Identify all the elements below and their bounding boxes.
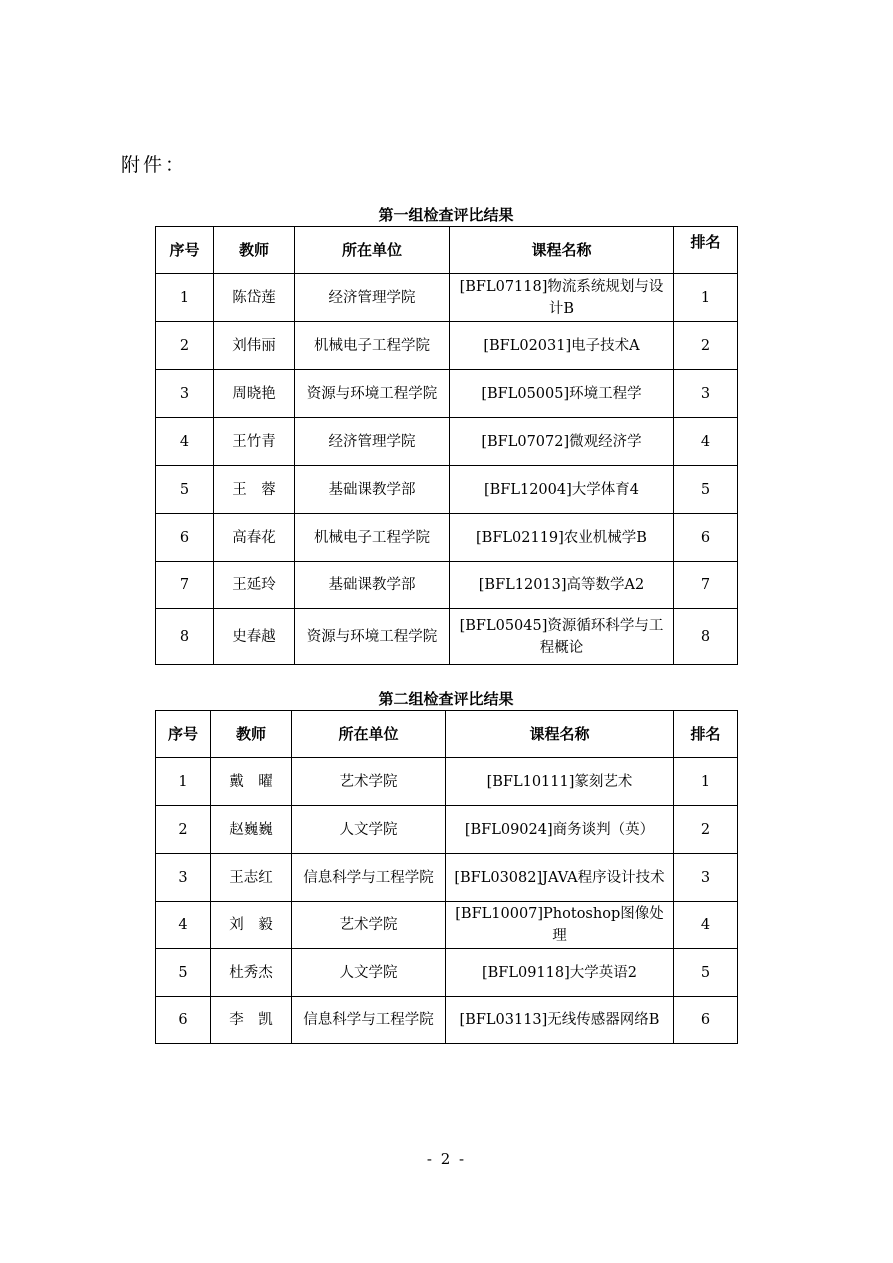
cell-teacher: 陈岱莲 <box>214 274 295 322</box>
cell-teacher: 刘伟丽 <box>214 322 295 370</box>
cell-index: 5 <box>156 949 211 997</box>
header-cell: 排名 <box>674 711 738 758</box>
cell-index: 4 <box>156 902 211 949</box>
cell-unit: 经济管理学院 <box>295 274 450 322</box>
cell-teacher: 杜秀杰 <box>211 949 292 997</box>
table-row <box>156 274 738 322</box>
cell-rank: 1 <box>674 758 738 806</box>
table1-title: 第一组检查评比结果 <box>378 206 514 224</box>
cell-unit: 资源与环境工程学院 <box>295 370 450 418</box>
cell-course: [BFL12013]高等数学A2 <box>450 562 674 609</box>
cell-course: [BFL03113]无线传感器网络B <box>446 997 674 1044</box>
cell-course: [BFL07072]微观经济学 <box>450 418 674 466</box>
table-header-row <box>156 711 738 758</box>
cell-teacher: 高春花 <box>214 514 295 562</box>
cell-unit: 人文学院 <box>292 949 446 997</box>
cell-course: [BFL07118]物流系统规划与设计B <box>450 274 674 322</box>
table2-title: 第二组检查评比结果 <box>378 690 514 708</box>
cell-teacher: 赵巍巍 <box>211 806 292 854</box>
table-row <box>156 758 738 806</box>
cell-index: 6 <box>156 997 211 1044</box>
cell-unit: 艺术学院 <box>292 758 446 806</box>
header-cell: 教师 <box>214 227 295 274</box>
cell-rank: 5 <box>674 949 738 997</box>
cell-course: [BFL09024]商务谈判（英） <box>446 806 674 854</box>
table1 <box>155 226 738 665</box>
cell-teacher: 王竹青 <box>214 418 295 466</box>
cell-rank: 6 <box>674 514 738 562</box>
cell-index: 2 <box>156 322 214 370</box>
cell-rank: 2 <box>674 806 738 854</box>
cell-rank: 7 <box>674 562 738 609</box>
page-number: - 2 - <box>426 1150 467 1168</box>
cell-unit: 艺术学院 <box>292 902 446 949</box>
cell-course: [BFL02119]农业机械学B <box>450 514 674 562</box>
cell-teacher: 史春越 <box>214 609 295 665</box>
table2 <box>155 710 738 1044</box>
table-row <box>156 854 738 902</box>
cell-teacher: 刘 毅 <box>211 902 292 949</box>
table-row <box>156 514 738 562</box>
cell-course: [BFL05045]资源循环科学与工程概论 <box>450 609 674 665</box>
cell-course: [BFL10111]篆刻艺术 <box>446 758 674 806</box>
table-header-row <box>156 227 738 274</box>
header-cell: 教师 <box>211 711 292 758</box>
cell-course: [BFL09118]大学英语2 <box>446 949 674 997</box>
cell-unit: 信息科学与工程学院 <box>292 854 446 902</box>
table-row <box>156 466 738 514</box>
cell-index: 7 <box>156 562 214 609</box>
table-row <box>156 806 738 854</box>
cell-teacher: 周晓艳 <box>214 370 295 418</box>
table-row <box>156 949 738 997</box>
cell-index: 2 <box>156 806 211 854</box>
header-cell: 课程名称 <box>446 711 674 758</box>
cell-index: 5 <box>156 466 214 514</box>
cell-index: 4 <box>156 418 214 466</box>
cell-rank: 6 <box>674 997 738 1044</box>
cell-index: 3 <box>156 854 211 902</box>
cell-teacher: 戴 曜 <box>211 758 292 806</box>
cell-unit: 机械电子工程学院 <box>295 514 450 562</box>
header-cell: 课程名称 <box>450 227 674 274</box>
cell-unit: 资源与环境工程学院 <box>295 609 450 665</box>
cell-index: 3 <box>156 370 214 418</box>
cell-rank: 4 <box>674 902 738 949</box>
cell-unit: 信息科学与工程学院 <box>292 997 446 1044</box>
cell-index: 1 <box>156 274 214 322</box>
header-cell: 排名 <box>674 227 738 274</box>
cell-course: [BFL05005]环境工程学 <box>450 370 674 418</box>
table-row <box>156 418 738 466</box>
header-cell: 所在单位 <box>295 227 450 274</box>
header-cell: 序号 <box>156 711 211 758</box>
cell-teacher: 王延玲 <box>214 562 295 609</box>
header-cell: 所在单位 <box>292 711 446 758</box>
cell-rank: 5 <box>674 466 738 514</box>
cell-unit: 机械电子工程学院 <box>295 322 450 370</box>
cell-index: 6 <box>156 514 214 562</box>
attachment-label: 附件： <box>121 154 188 176</box>
cell-unit: 基础课教学部 <box>295 466 450 514</box>
table-row <box>156 902 738 949</box>
cell-teacher: 李 凯 <box>211 997 292 1044</box>
cell-index: 8 <box>156 609 214 665</box>
cell-unit: 经济管理学院 <box>295 418 450 466</box>
header-cell: 序号 <box>156 227 214 274</box>
cell-rank: 1 <box>674 274 738 322</box>
cell-rank: 8 <box>674 609 738 665</box>
cell-rank: 3 <box>674 854 738 902</box>
cell-unit: 人文学院 <box>292 806 446 854</box>
cell-course: [BFL02031]电子技术A <box>450 322 674 370</box>
cell-teacher: 王志红 <box>211 854 292 902</box>
cell-course: [BFL03082]JAVA程序设计技术 <box>446 854 674 902</box>
cell-rank: 4 <box>674 418 738 466</box>
cell-rank: 2 <box>674 322 738 370</box>
cell-course: [BFL12004]大学体育4 <box>450 466 674 514</box>
table-row <box>156 997 738 1044</box>
cell-index: 1 <box>156 758 211 806</box>
table-row <box>156 322 738 370</box>
table-row <box>156 609 738 665</box>
cell-course: [BFL10007]Photoshop图像处理 <box>446 902 674 949</box>
table-row <box>156 562 738 609</box>
cell-unit: 基础课教学部 <box>295 562 450 609</box>
cell-teacher: 王 蓉 <box>214 466 295 514</box>
table-row <box>156 370 738 418</box>
cell-rank: 3 <box>674 370 738 418</box>
